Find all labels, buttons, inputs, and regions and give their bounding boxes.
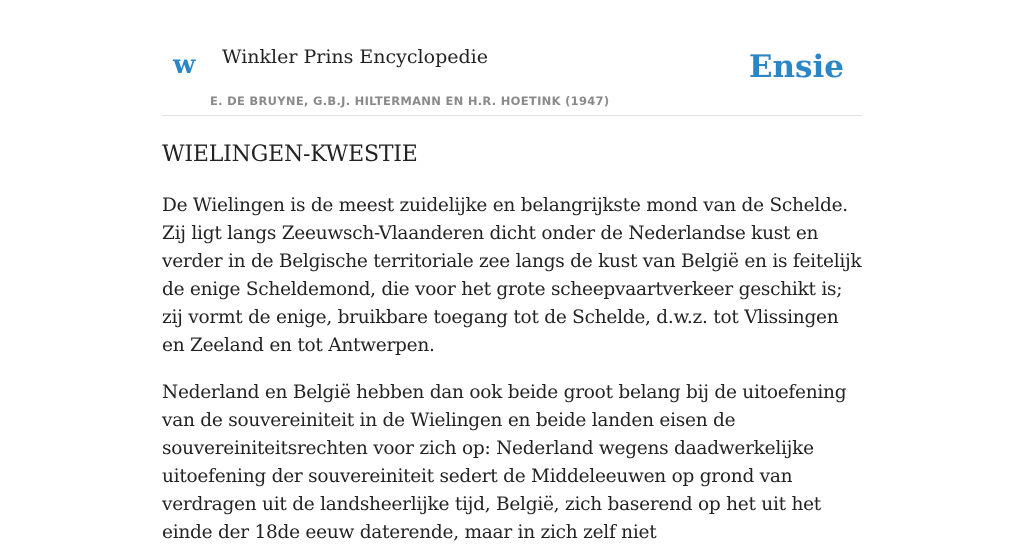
article-paragraph-2: Nederland en België hebben dan ook beide groot belang bij de uitoefening van de souvereiniteit in de Wielingen en beide landen eisen de souvereiniteitsrechten voor zich op: Nederland wegens daadwerkelijke uitoefening der souvereiniteit sedert de Middeleeuwen op grond van verdragen uit de landsheerlijke tijd, België, zich baserend op het uit het einde der 18de eeuw daterende, maar in zich zelf niet — [162, 381, 847, 543]
ensie-logo[interactable]: Ensie — [748, 49, 844, 85]
header — [162, 0, 862, 116]
article — [162, 140, 862, 547]
winkler-prins-logo-icon[interactable]: w — [173, 50, 196, 80]
article-paragraph-1: De Wielingen is de meest zuidelijke en belangrijkste mond van de Schelde. Zij ligt langs Zeeuwsch-Vlaanderen dicht onder de Nederlandse kust en verder in de Belgische territoriale zee langs de kust van België en is feitelijk de enige Scheldemond, die voor het grote scheepvaartverkeer geschikt is; zij vormt de enige, bruikbare toegang tot de Schelde, d.w.z. tot Vlissingen en Zeeland en tot Antwerpen. — [162, 194, 862, 356]
source-title[interactable]: Winkler Prins Encyclopedie — [222, 46, 488, 68]
source-authors: E. DE BRUYNE, G.B.J. HILTERMANN EN H.R. HOETINK (1947) — [210, 94, 610, 108]
article-title: WIELINGEN-KWESTIE — [162, 142, 418, 167]
